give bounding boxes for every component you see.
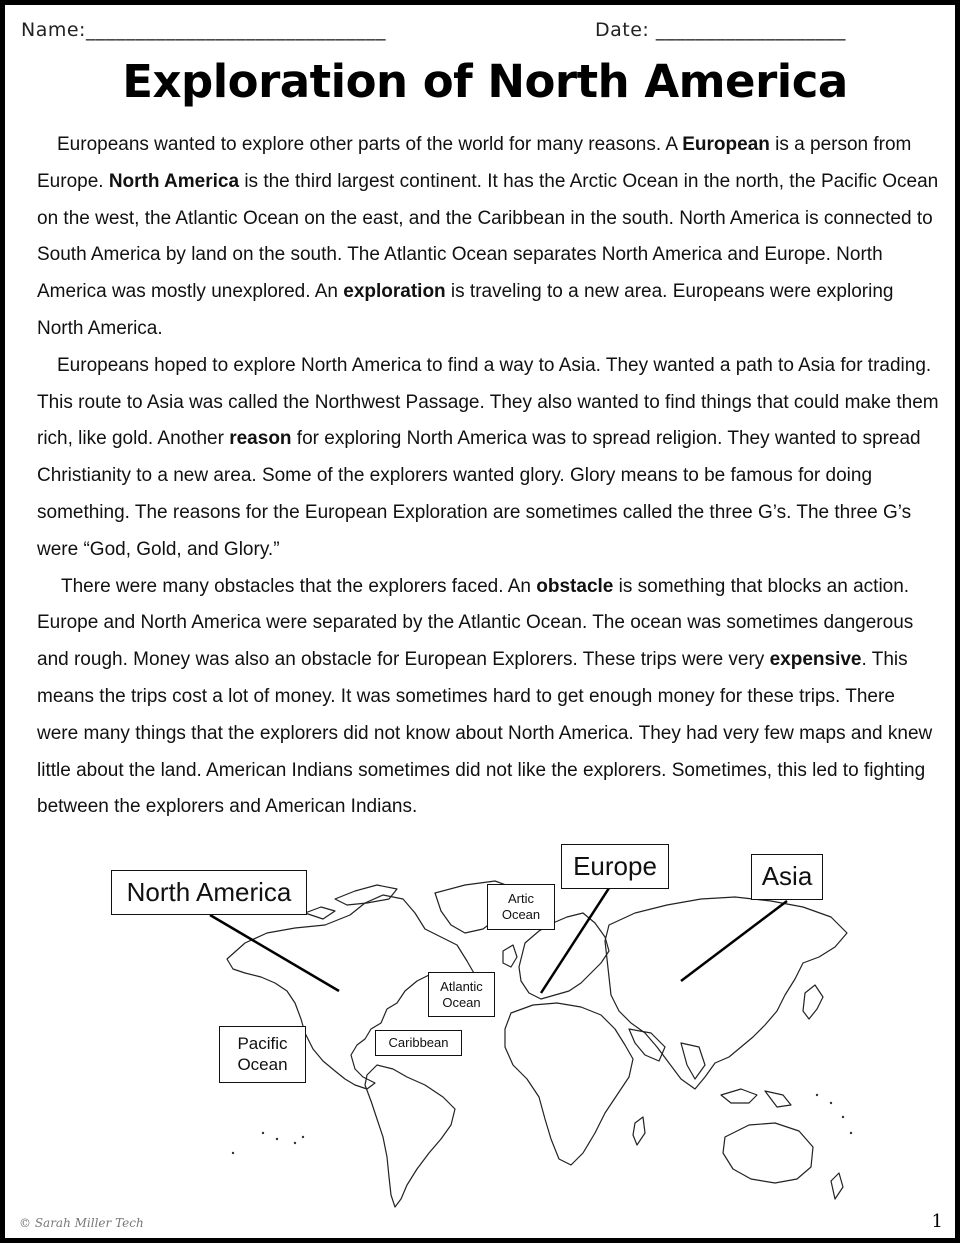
island-dot bbox=[850, 1132, 852, 1134]
japan-shape bbox=[803, 985, 823, 1019]
asia-pointer-line bbox=[681, 901, 787, 981]
island-dot bbox=[276, 1138, 278, 1140]
vocabulary-term: North America bbox=[108, 170, 240, 192]
passage-text: is the third largest continent. It has the Arctic Ocean in the north, the Pacific Ocean on the west, the Atlantic Ocean on the east, and the Caribbean in the south. North America is connected to South America by land on the south. The Atlantic Ocean separates North America and Europe. North America was mostly unexplored. An bbox=[37, 170, 939, 303]
new-zealand-shape bbox=[831, 1173, 843, 1199]
arctic-ocean-label bbox=[487, 884, 555, 930]
pacific-ocean-label-line2: Ocean bbox=[237, 1054, 288, 1074]
paragraph-1 bbox=[37, 127, 941, 348]
europe-label: Europe bbox=[561, 844, 669, 889]
passage-text: Europeans wanted to explore other parts of the world for many reasons. A bbox=[57, 134, 683, 155]
caribbean-label: Caribbean bbox=[375, 1030, 462, 1056]
australia-shape bbox=[723, 1123, 813, 1183]
vocabulary-term: obstacle bbox=[536, 575, 614, 597]
passage-text: is a person from Europe. bbox=[37, 134, 912, 192]
madagascar-shape bbox=[633, 1117, 645, 1145]
paragraph-2 bbox=[37, 348, 941, 569]
south-america-shape bbox=[365, 1065, 455, 1207]
arabia-india-shape bbox=[629, 1029, 705, 1079]
asia-shape bbox=[605, 897, 847, 1089]
north-america-label: North America bbox=[111, 870, 307, 915]
island-dot bbox=[302, 1136, 304, 1138]
copyright-notice: © Sarah Miller Tech bbox=[19, 1216, 144, 1230]
passage-text: for exploring North America was to spread religion. They wanted to spread Christianity to a new area. Some of the explorers wanted glory. Glory means to be famous for doing something. The reasons for the European Exploration are sometimes called the three G’s. The three G’s were “God, Gold, and Glory.” bbox=[37, 428, 921, 560]
pacific-ocean-label-line1: Pacific bbox=[237, 1034, 288, 1054]
atlantic-ocean-label-line1: Atlantic bbox=[440, 978, 483, 994]
north-america-pointer-line bbox=[210, 915, 339, 991]
island-dot bbox=[830, 1102, 832, 1104]
passage-text: There were many obstacles that the explorers faced. An bbox=[61, 575, 537, 597]
island-dot bbox=[816, 1094, 818, 1096]
vocabulary-term: European bbox=[682, 134, 770, 155]
indonesia-shape bbox=[721, 1089, 791, 1107]
paragraph-3 bbox=[37, 569, 941, 827]
name-field-label: Name:______________________________ bbox=[21, 19, 386, 41]
world-map-diagram bbox=[5, 833, 960, 1223]
arctic-ocean-label-line2: Ocean bbox=[501, 907, 541, 922]
page-title: Exploration of North America bbox=[122, 55, 848, 108]
atlantic-ocean-label bbox=[428, 972, 495, 1017]
passage-text: is something that blocks an action. Europe and North America were separated by the Atlantic Ocean. The ocean was sometimes dangerous and rough. Money was also an obstacle for European Explorers. These trips were very bbox=[37, 575, 914, 671]
island-dot bbox=[262, 1132, 264, 1134]
passage-text: Europeans hoped to explore North America to find a way to Asia. They wanted a path to Asia for trading. This route to Asia was called the Northwest Passage. They also wanted to find things that could make them rich, like gold. Another bbox=[37, 354, 939, 450]
vocabulary-term: exploration bbox=[343, 281, 446, 303]
island-dot bbox=[294, 1142, 296, 1144]
british-isles-shape bbox=[503, 945, 517, 967]
page-number: 1 bbox=[931, 1211, 943, 1232]
passage-text: . This means the trips cost a lot of money. It was sometimes hard to get enough money for these trips. There were many things that the explorers did not know about North America. They had very few maps and knew little about the land. American Indians sometimes did not like the explorers. Sometimes, this led to fighting between the explorers and American Indians. bbox=[37, 649, 933, 818]
reading-passage bbox=[37, 127, 941, 826]
africa-shape bbox=[505, 1003, 633, 1165]
atlantic-ocean-label-line2: Ocean bbox=[442, 994, 481, 1010]
arctic-ocean-label-line1: Artic bbox=[508, 891, 534, 907]
asia-label: Asia bbox=[751, 854, 823, 900]
vocabulary-term: expensive bbox=[769, 649, 862, 671]
date-field-label: Date: ___________________ bbox=[595, 19, 846, 41]
pacific-ocean-label bbox=[219, 1026, 306, 1083]
island-dot bbox=[842, 1116, 844, 1118]
passage-text: is traveling to a new area. Europeans were exploring North America. bbox=[37, 281, 894, 339]
vocabulary-term: reason bbox=[229, 428, 292, 450]
island-dot bbox=[232, 1152, 234, 1154]
